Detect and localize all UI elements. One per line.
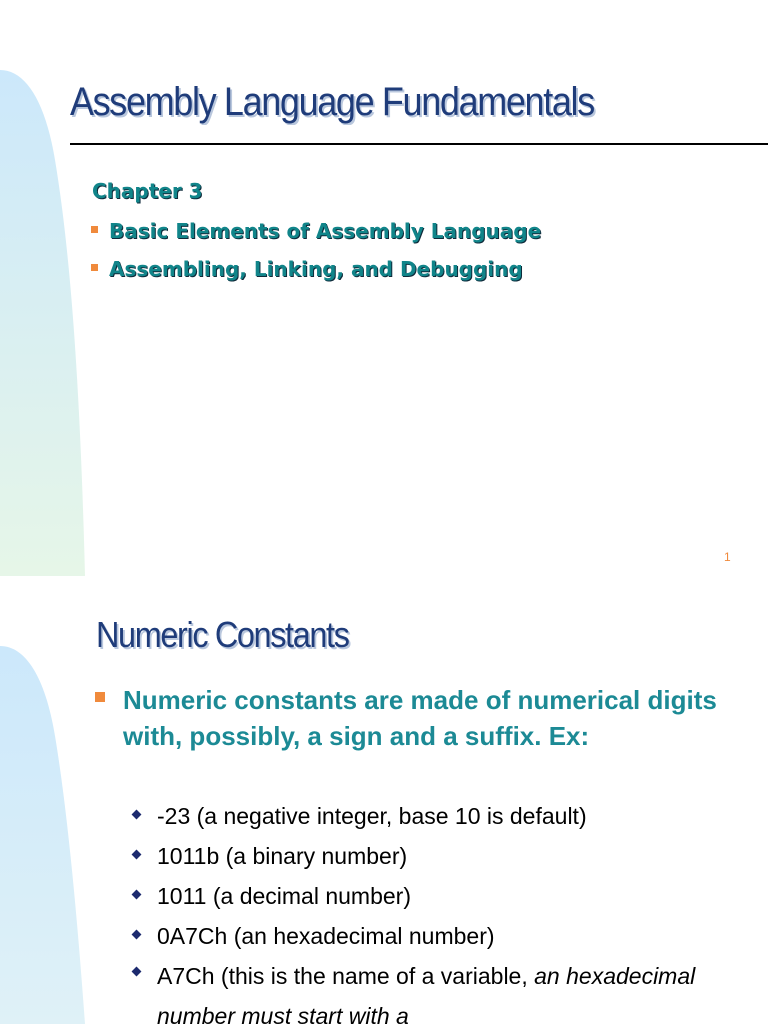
slide-title: Numeric Constants [96,614,349,655]
diamond-bullet-icon [132,930,142,940]
square-bullet-icon [95,692,105,702]
list-item: Assembling, Linking, and Debugging [90,254,541,292]
diamond-bullet-icon [132,890,142,900]
list-item: -23 (a negative integer, base 10 is default) [130,796,730,836]
list-item: 1011b (a binary number) [130,836,730,876]
topic-list [90,216,541,292]
title-divider [70,143,768,145]
decorative-gradient-shape [0,576,90,1024]
square-bullet-icon [91,264,98,271]
list-item: Basic Elements of Assembly Language [90,216,541,254]
chapter-label: Chapter 3 [92,179,203,203]
square-bullet-icon [91,226,98,233]
diamond-bullet-icon [132,850,142,860]
list-item: 1011 (a decimal number) [130,876,730,916]
list-item: A7Ch (this is the name of a variable, an hexadecimal number must start with a [130,956,730,1024]
list-item: 0A7Ch (an hexadecimal number) [130,916,730,956]
diamond-bullet-icon [132,967,142,977]
slide-2 [0,576,768,1024]
page-number: 1 [724,550,731,564]
example-list [130,796,730,1024]
slide-title: Assembly Language Fundamentals [70,80,594,124]
main-bullet [95,682,735,754]
main-bullet-text: Numeric constants are made of numerical digits with, possibly, a sign and a suffix. Ex: [123,685,717,751]
diamond-bullet-icon [132,810,142,820]
